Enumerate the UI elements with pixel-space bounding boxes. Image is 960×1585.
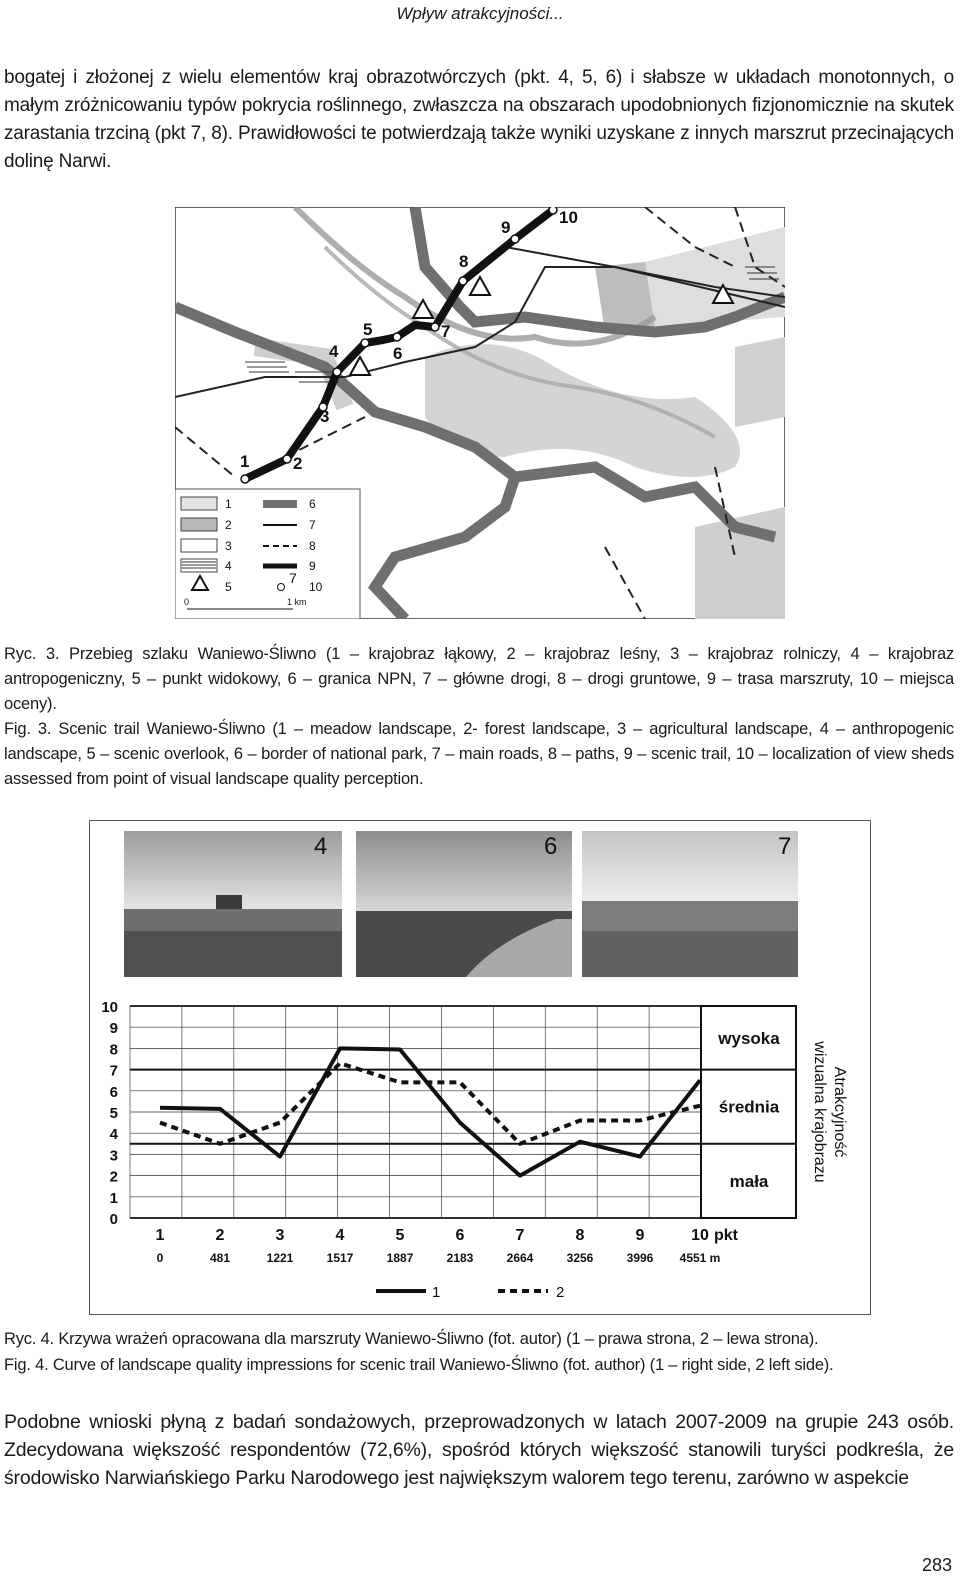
route-label-10: 10 bbox=[559, 208, 578, 227]
y-tick-label: 3 bbox=[109, 1147, 118, 1165]
x-tick-label: 10 bbox=[691, 1227, 709, 1244]
x-distance-label: 1221 bbox=[266, 1251, 294, 1265]
band-label: wysoka bbox=[718, 1028, 780, 1048]
x-tick-label: 4 bbox=[335, 1227, 345, 1244]
legend-item-8: 8 bbox=[309, 539, 316, 553]
legend-item-3: 3 bbox=[225, 539, 232, 553]
x-tick-label: 6 bbox=[455, 1227, 465, 1244]
paragraph-bottom: Podobne wnioski płyną z badań sondażowych, przeprowadzonych w latach 2007-2009 na grupie 243 osób. Zdecydowana większość respondentów (72,6%), spośród których większość stanowili turyści podkreśla, że środowisko Narwiańskiego Parku Narodowego jest największym walorem tego terenu, zarówno w aspekcie bbox=[4, 1411, 954, 1489]
x-suffix-label: pkt bbox=[714, 1227, 738, 1244]
x-tick-label: 5 bbox=[395, 1227, 405, 1244]
route-label-8: 8 bbox=[459, 252, 469, 271]
map-svg bbox=[175, 207, 785, 619]
x-distance-label: 4551 m bbox=[679, 1251, 721, 1265]
route-label-5: 5 bbox=[363, 320, 373, 339]
legend-item-1: 1 bbox=[225, 497, 232, 511]
x-tick-label: 2 bbox=[215, 1227, 225, 1244]
legend-item-6: 6 bbox=[309, 497, 316, 511]
legend-item-5: 5 bbox=[225, 580, 232, 594]
paragraph-top: bogatej i złożonej z wielu elementów kraj obrazotwórczych (pkt. 4, 5, 6) i słabsze w układach monotonnych, o małym zróżnicowaniu typów pokrycia roślinnego, zwłaszcza na obszarach upodobnionych fizjonomicznie na skutek zarastania trzciną (pkt 7, 8). Prawidłowości te potwierdzają także wyniki uzyskane z innych marszrut przecinających dolinę Narwi. bbox=[4, 67, 954, 172]
map-legend bbox=[175, 489, 360, 619]
x-tick-label: 7 bbox=[515, 1227, 525, 1244]
running-head: Wpływ atrakcyjności... bbox=[396, 4, 564, 23]
legend-item-9: 9 bbox=[309, 559, 316, 573]
route-label-1: 1 bbox=[240, 452, 250, 471]
x-distance-label: 0 bbox=[156, 1251, 164, 1265]
photo-label-6: 6 bbox=[544, 833, 558, 860]
x-distance-label: 3996 bbox=[626, 1251, 654, 1265]
trail-map bbox=[175, 207, 785, 619]
page-number: 283 bbox=[921, 1555, 952, 1575]
legend-point-label: 7 bbox=[289, 570, 297, 586]
x-distance-label: 1517 bbox=[326, 1251, 354, 1265]
legend-label-1: 1 bbox=[432, 1284, 441, 1301]
route-label-4: 4 bbox=[329, 342, 339, 361]
legend-label-2: 2 bbox=[556, 1284, 565, 1301]
legend-item-7: 7 bbox=[309, 518, 316, 532]
caption-fig4: Fig. 4. Curve of landscape quality impressions for scenic trail Waniewo-Śliwno (fot. author) (1 – right side, 2 left side). bbox=[4, 1356, 834, 1374]
y-tick-label: 6 bbox=[109, 1083, 118, 1101]
x-tick-label: 9 bbox=[635, 1227, 645, 1244]
y-tick-label: 5 bbox=[109, 1105, 118, 1122]
x-distance-label: 3256 bbox=[566, 1251, 594, 1265]
y-tick-label: 9 bbox=[109, 1020, 118, 1038]
route-label-7: 7 bbox=[441, 322, 451, 341]
x-distance-label: 2183 bbox=[446, 1251, 474, 1265]
x-distance-label: 481 bbox=[209, 1251, 231, 1265]
legend-item-4: 4 bbox=[225, 559, 232, 573]
x-distance-label: 2664 bbox=[506, 1251, 534, 1265]
route-label-2: 2 bbox=[293, 454, 303, 473]
y-tick-label: 7 bbox=[109, 1062, 118, 1080]
impression-curve-chart bbox=[90, 821, 870, 1314]
right-axis-title: Atrakcyjnośćwizualna krajobrazu bbox=[811, 1041, 848, 1183]
x-tick-label: 8 bbox=[575, 1227, 585, 1244]
band-label: średnia bbox=[718, 1097, 780, 1117]
route-label-9: 9 bbox=[501, 218, 511, 237]
figure-photos-chart bbox=[89, 820, 871, 1315]
legend-item-10: 10 bbox=[309, 580, 323, 594]
scale-start: 0 bbox=[184, 597, 190, 607]
x-distance-label: 1887 bbox=[386, 1251, 414, 1265]
map-forest-patch-e bbox=[735, 337, 785, 427]
caption-ryc4: Ryc. 4. Krzywa wrażeń opracowana dla marszruty Waniewo-Śliwno (fot. autor) (1 – prawa strona, 2 – lewa strona). bbox=[4, 1330, 819, 1348]
y-tick-label: 10 bbox=[101, 999, 118, 1016]
route-label-6: 6 bbox=[393, 344, 403, 363]
photo-label-7: 7 bbox=[778, 833, 792, 860]
x-tick-label: 3 bbox=[275, 1227, 285, 1244]
route-label-3: 3 bbox=[320, 407, 330, 426]
y-tick-label: 2 bbox=[109, 1168, 118, 1186]
caption-ryc3: Ryc. 3. Przebieg szlaku Waniewo-Śliwno (1 – krajobraz łąkowy, 2 – krajobraz leśny, 3 – krajobraz rolniczy, 4 – krajobraz antropogeniczny, 5 – punkt widokowy, 6 – granica NPN, 7 – główne drogi, 8 – drogi gruntowe, 9 – trasa marszruty, 10 – miejsca oceny). bbox=[4, 645, 954, 713]
band-label: mała bbox=[729, 1171, 769, 1191]
x-tick-label: 1 bbox=[155, 1227, 165, 1244]
scale-end: 1 km bbox=[287, 597, 307, 607]
y-tick-label: 1 bbox=[109, 1189, 118, 1207]
y-tick-label: 8 bbox=[109, 1041, 118, 1059]
photo-label-4: 4 bbox=[314, 833, 328, 860]
series-line-2 bbox=[160, 1063, 700, 1144]
y-tick-label: 4 bbox=[109, 1126, 118, 1144]
caption-fig3: Fig. 3. Scenic trail Waniewo-Śliwno (1 – meadow landscape, 2- forest landscape, 3 – agricultural landscape, 4 – anthropogenic landscape, 5 – scenic overlook, 6 – border of national park, 7 – main roads, 8 – paths, 9 – scenic trail, 10 – localization of view sheds assessed from point of visual landscape quality perception. bbox=[4, 720, 954, 788]
legend-item-2: 2 bbox=[225, 518, 232, 532]
y-tick-label: 0 bbox=[109, 1211, 118, 1228]
